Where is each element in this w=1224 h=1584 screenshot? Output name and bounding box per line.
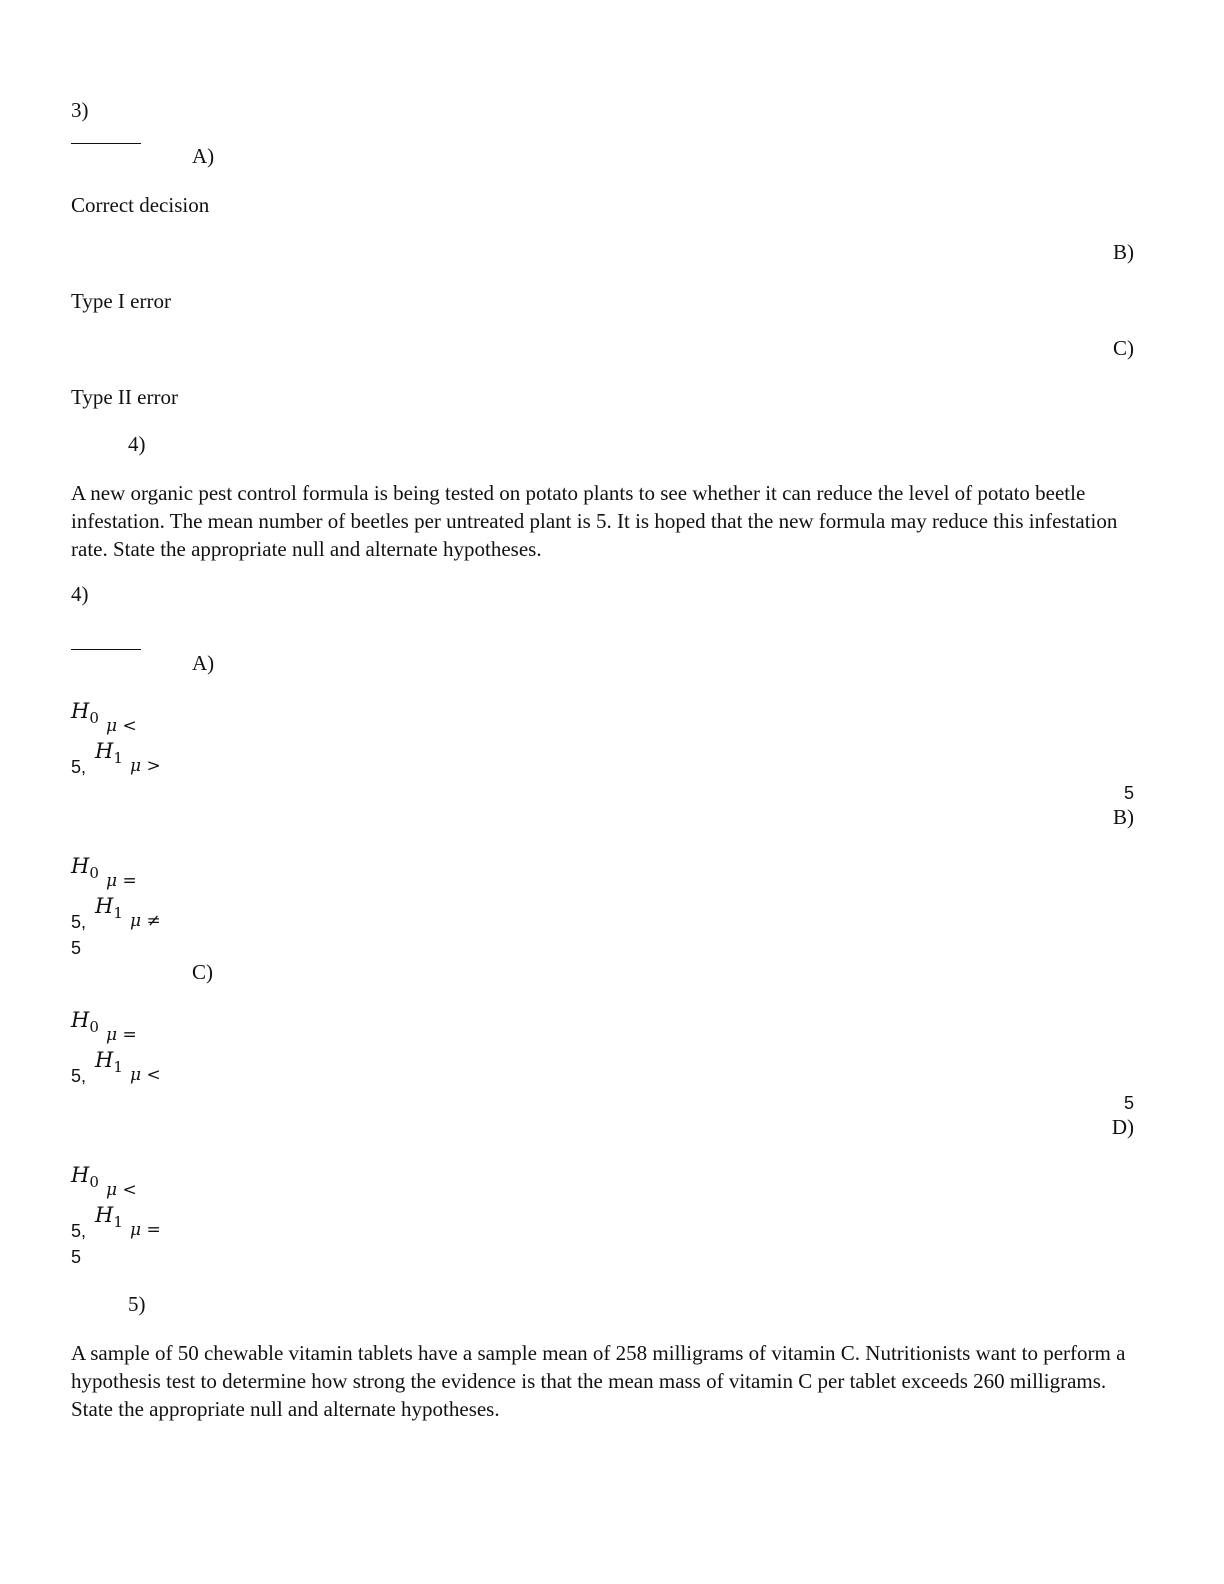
question-4-prompt: A new organic pest control formula is being tested on potato plants to see whether it can reduce the level of potato beetle infestation. The mean number of beetles per untreated plant is 5. It is hoped that the new formula may reduce this infestation rate. State the appropriate null and alternate hypotheses.: [71, 481, 1118, 561]
q4-a-five-comma: 5,: [71, 757, 87, 777]
h1-symbol: $H_1$: [95, 1203, 123, 1231]
q4-c-five-comma: 5,: [71, 1066, 87, 1086]
q3-option-c-label: C): [1113, 336, 1134, 360]
q3-option-a-text: Correct decision: [71, 193, 210, 217]
q4-option-d-label: D): [1111, 1115, 1134, 1139]
question-5-number-indented: 5): [128, 1292, 146, 1316]
h1-symbol: $H_1$: [95, 739, 123, 767]
q4-option-c-label: C): [192, 960, 213, 984]
h0-symbol: $H_0$: [71, 1163, 99, 1191]
question-5-prompt: A sample of 50 chewable vitamin tablets have a sample mean of 258 milligrams of vitamin C. Nutritionists want to perform a hypothesis test to determine how strong the evidence is that the mean mass of vitamin C per tablet exceeds 260 milligrams. State the appropriate null and alternate hypotheses.: [71, 1341, 1126, 1421]
q4-b-tail-value: 5: [71, 938, 82, 958]
q3-option-b-label: B): [1113, 240, 1134, 264]
q4-b-h0-relation: μ =: [106, 871, 137, 891]
q4-a-tail-value: 5: [1123, 783, 1134, 803]
q3-option-b-text: Type I error: [71, 289, 171, 313]
q4-a-h0-relation: μ <: [106, 716, 137, 736]
q4-c-tail-value: 5: [1123, 1093, 1134, 1113]
question-4-number-indented: 4): [128, 432, 146, 456]
answer-blank-q4: [71, 649, 141, 650]
q4-option-b-label: B): [1113, 805, 1134, 829]
q3-option-c-text: Type II error: [71, 385, 178, 409]
q4-c-h0-relation: μ =: [106, 1025, 137, 1045]
q4-d-h1-relation: μ =: [130, 1220, 161, 1240]
q4-b-five-comma: 5,: [71, 912, 87, 932]
q4-d-h0-relation: μ <: [106, 1180, 137, 1200]
h0-symbol: $H_0$: [71, 854, 99, 882]
q4-d-tail-value: 5: [71, 1247, 82, 1267]
q4-a-h1-relation: μ >: [130, 756, 161, 776]
h1-symbol: $H_1$: [95, 894, 123, 922]
h1-symbol: $H_1$: [95, 1048, 123, 1076]
h0-symbol: $H_0$: [71, 699, 99, 727]
q4-c-h1-relation: μ <: [130, 1065, 161, 1085]
h0-symbol: $H_0$: [71, 1008, 99, 1036]
q3-option-a-label: A): [192, 144, 215, 168]
question-4-number: 4): [71, 582, 89, 606]
q4-option-a-label: A): [192, 651, 215, 675]
q4-b-h1-relation: μ ≠: [130, 911, 161, 931]
q4-d-five-comma: 5,: [71, 1221, 87, 1241]
question-3-number: 3): [71, 98, 89, 122]
answer-blank-q3: [71, 143, 141, 144]
